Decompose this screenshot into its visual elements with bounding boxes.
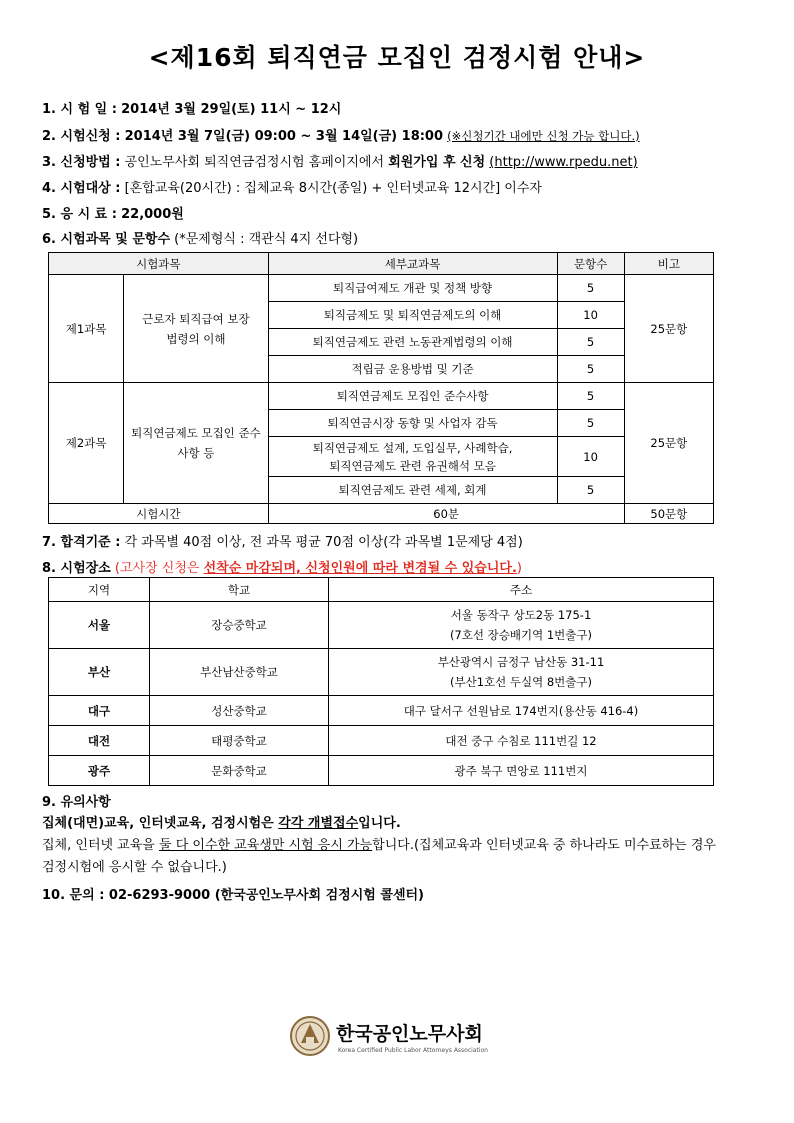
subject-2-count-3: 10 xyxy=(557,437,624,477)
pass-criteria-line xyxy=(42,531,523,550)
subject-1-name: 제1과목 xyxy=(49,275,124,383)
subject-1-topic-2: 퇴직금제도 및 퇴직연금제도의 이해 xyxy=(268,302,557,329)
header-count: 문항수 xyxy=(557,253,624,275)
table-row xyxy=(49,726,714,756)
venue-region-2: 부산 xyxy=(49,649,150,696)
table-header-row xyxy=(49,253,714,275)
subject-2-topic-3-line-2: 퇴직연금제도 관련 유권해석 모음 xyxy=(329,458,496,473)
subject-2-topic-1: 퇴직연금제도 모집인 준수사항 xyxy=(268,383,557,410)
footer-time: 60분 xyxy=(268,504,624,524)
notes-p1-c: 입니다. xyxy=(358,816,401,831)
association-logo xyxy=(290,1013,490,1063)
page-title: <제16회 퇴직연금 모집인 검정시험 안내> xyxy=(148,43,646,72)
fee-line xyxy=(42,203,184,222)
exam-subjects-table xyxy=(48,252,714,524)
exam-date-label: 1. 시 험 일 : xyxy=(42,102,117,117)
subject-1-area xyxy=(124,275,268,383)
fee-label: 5. 응 시 료 : xyxy=(42,207,117,222)
homepage-link[interactable]: (http://www.rpedu.net) xyxy=(489,155,638,170)
venue-school-5: 문화중학교 xyxy=(150,756,329,786)
association-name: 한국공인노무사회 xyxy=(336,1023,483,1045)
subjects-label: 6. 시험과목 및 문항수 xyxy=(42,232,171,247)
venue-table xyxy=(48,577,714,786)
subject-1-count-4: 5 xyxy=(557,356,624,383)
subject-2-remark: 25문항 xyxy=(624,383,713,504)
subjects-note: (*문제형식 : 객관식 4지 선다형) xyxy=(174,232,359,247)
venue-line xyxy=(42,557,522,576)
header-address: 주소 xyxy=(329,578,714,602)
notes-heading: 9. 유의사항 xyxy=(42,795,111,810)
venue-label: 8. 시험장소 xyxy=(42,561,111,576)
subject-1-topic-3: 퇴직연금제도 관련 노동관계법령의 이해 xyxy=(268,329,557,356)
association-subtitle: Korea Certified Public Labor Attorneys Association xyxy=(338,1047,488,1054)
table-row xyxy=(49,383,714,410)
application-note: (※신청기간 내에만 신청 가능 합니다.) xyxy=(447,129,640,143)
table-row xyxy=(49,275,714,302)
inquiry-line: 10. 문의 : 02-6293-9000 (한국공인노무사회 검정시험 콜센터) xyxy=(42,888,424,903)
venue-region-3: 대구 xyxy=(49,696,150,726)
venue-school-1: 장승중학교 xyxy=(150,602,329,649)
venue-address-1-line-2: (7호선 장승배기역 1번출구) xyxy=(449,628,592,642)
subject-1-topic-1: 퇴직급여제도 개관 및 정책 방향 xyxy=(268,275,557,302)
table-header-row xyxy=(49,578,714,602)
venue-note-bold: 선착순 마감되며, 신청인원에 따라 변경될 수 있습니다. xyxy=(203,561,517,576)
method-label: 3. 신청방법 : xyxy=(42,155,121,170)
notes-paragraph-1 xyxy=(42,813,722,835)
table-row xyxy=(49,649,714,696)
subject-2-topic-2: 퇴직연금시장 동향 및 사업자 감독 xyxy=(268,410,557,437)
subject-1-topic-4: 적립금 운용방법 및 기준 xyxy=(268,356,557,383)
venue-address-5: 광주 북구 면앙로 111번지 xyxy=(329,756,714,786)
target-label: 4. 시험대상 : xyxy=(42,181,121,196)
venue-address-3: 대구 달서구 선원남로 174번지(용산동 416-4) xyxy=(329,696,714,726)
subject-2-count-1: 5 xyxy=(557,383,624,410)
venue-address-1-line-1: 서울 동작구 상도2동 175-1 xyxy=(450,608,592,622)
notes-p1-b: 각각 개별접수 xyxy=(278,816,359,831)
venue-school-2: 부산남산중학교 xyxy=(150,649,329,696)
venue-region-1: 서울 xyxy=(49,602,150,649)
seal-icon xyxy=(290,1013,330,1059)
fee-value: 22,000원 xyxy=(121,207,184,222)
venue-address-2-line-1: 부산광역시 금정구 남산동 31-11 xyxy=(437,655,605,669)
header-school: 학교 xyxy=(150,578,329,602)
subject-2-area-text: 퇴직연금제도 모집인 준수사항 등 xyxy=(131,426,261,460)
subject-2-topic-3-line-1: 퇴직연금제도 설계, 도입실무, 사례학습, xyxy=(312,440,513,455)
pass-criteria-value: 각 과목별 40점 이상, 전 과목 평균 70점 이상(각 과목별 1문제당 4점) xyxy=(124,535,523,550)
subject-2-topic-4: 퇴직연금제도 관련 세제, 회계 xyxy=(268,477,557,504)
venue-note-2: ) xyxy=(516,561,522,576)
notes-paragraph-2 xyxy=(42,835,722,879)
target-line xyxy=(42,177,542,196)
application-period-line xyxy=(42,125,640,144)
venue-region-4: 대전 xyxy=(49,726,150,756)
target-value: [혼합교육(20시간) : 집체교육 8시간(종일) + 인터넷교육 12시간] 이수자 xyxy=(124,181,542,196)
header-subject: 시험과목 xyxy=(49,253,269,275)
table-row xyxy=(49,696,714,726)
footer-total: 50문항 xyxy=(624,504,713,524)
subject-2-count-2: 5 xyxy=(557,410,624,437)
footer-label: 시험시간 xyxy=(49,504,269,524)
exam-date-line xyxy=(42,98,341,117)
subject-1-remark: 25문항 xyxy=(624,275,713,383)
pass-criteria-label: 7. 합격기준 : xyxy=(42,535,121,550)
method-line xyxy=(42,151,638,170)
subject-2-count-4: 5 xyxy=(557,477,624,504)
subject-1-count-3: 5 xyxy=(557,329,624,356)
venue-school-4: 태평중학교 xyxy=(150,726,329,756)
exam-date-value: 2014년 3월 29일(토) 11시 ~ 12시 xyxy=(121,102,342,117)
table-row xyxy=(49,756,714,786)
subject-1-count-1: 5 xyxy=(557,275,624,302)
header-region: 지역 xyxy=(49,578,150,602)
subject-2-name: 제2과목 xyxy=(49,383,124,504)
subjects-line xyxy=(42,228,358,247)
venue-school-3: 성산중학교 xyxy=(150,696,329,726)
table-footer-row xyxy=(49,504,714,524)
subject-2-area xyxy=(124,383,268,504)
application-label: 2. 시험신청 : xyxy=(42,129,121,144)
notes-p2-b: 둘 다 이수한 교육생만 시험 응시 가능 xyxy=(159,838,373,853)
header-remark: 비고 xyxy=(624,253,713,275)
venue-address-2 xyxy=(329,649,714,696)
subject-1-count-2: 10 xyxy=(557,302,624,329)
application-value: 2014년 3월 7일(금) 09:00 ~ 3월 14일(금) 18:00 xyxy=(124,129,444,144)
notes-p2-c: 합니다.(집체교육과 인터넷교육 중 하나라도 미수료하는 경우 검정시험에 응시할 수 없습니다.) xyxy=(42,838,716,875)
header-detail: 세부교과목 xyxy=(268,253,557,275)
venue-note-1: (고사장 신청은 xyxy=(114,561,200,576)
method-bold: 회원가입 후 신청 xyxy=(388,155,486,170)
subject-2-topic-3 xyxy=(268,437,557,477)
venue-address-4: 대전 중구 수침로 111번길 12 xyxy=(329,726,714,756)
venue-region-5: 광주 xyxy=(49,756,150,786)
method-text: 공인노무사회 퇴직연금검정시험 홈페이지에서 xyxy=(124,155,385,170)
notes-p1-a: 집체(대면)교육, 인터넷교육, 검정시험은 xyxy=(42,816,279,831)
venue-address-2-line-2: (부산1호선 두실역 8번출구) xyxy=(449,675,592,689)
venue-address-1 xyxy=(329,602,714,649)
table-row xyxy=(49,602,714,649)
subject-1-area-text: 근로자 퇴직급여 보장법령의 이해 xyxy=(142,311,250,346)
notes-p2-a: 집체, 인터넷 교육을 xyxy=(42,838,159,853)
